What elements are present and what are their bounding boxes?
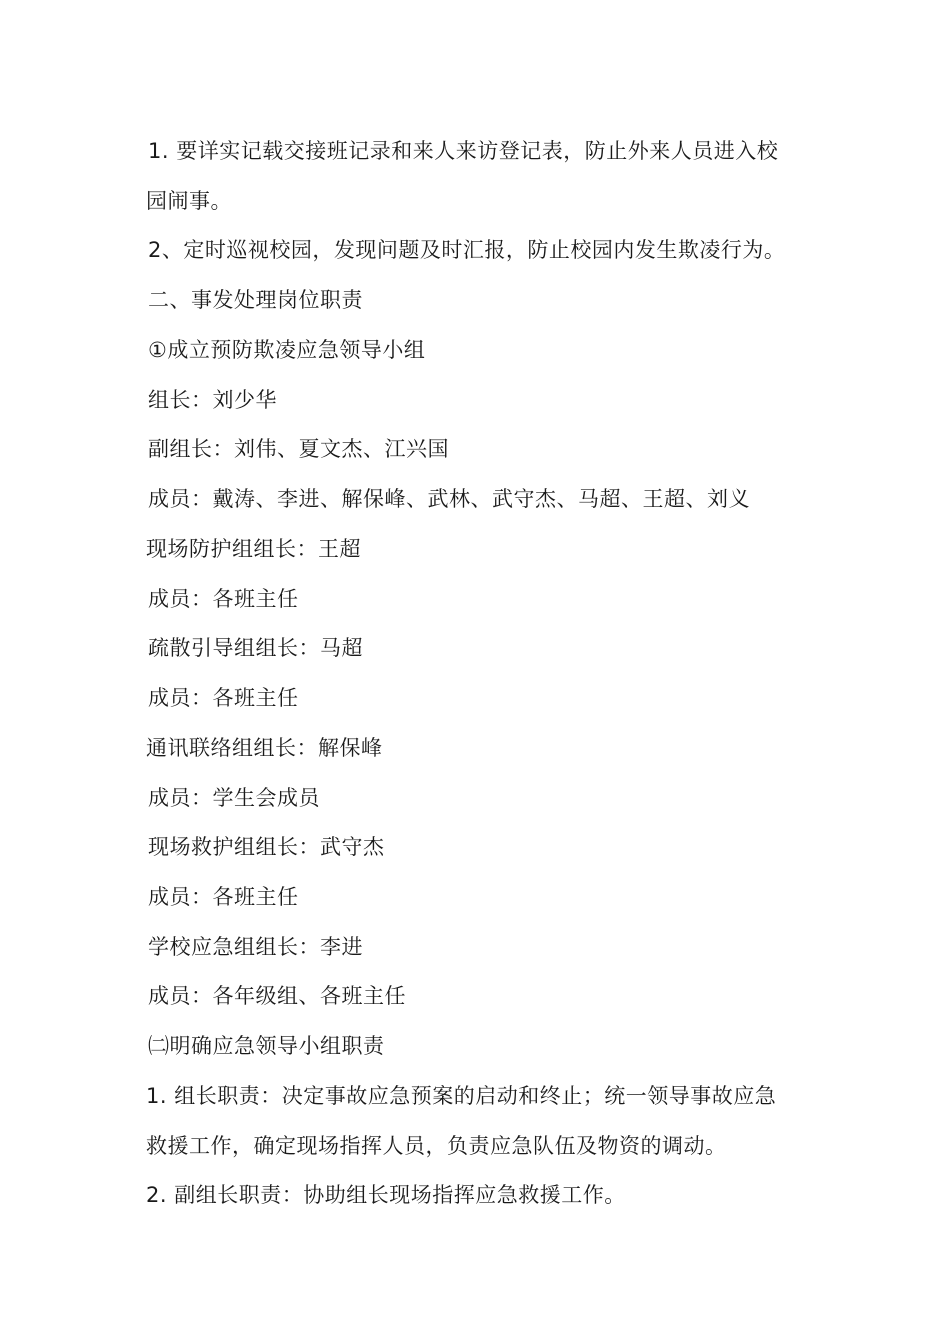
leader-duties-line-2: 救援工作，确定现场指挥人员，负责应急队伍及物资的调动。: [146, 1134, 727, 1158]
communication-team-leader-line: 通讯联络组组长：解保峰: [146, 736, 383, 760]
communication-team-members-line: 成员：学生会成员: [148, 786, 320, 810]
group-leader-line: 组长：刘少华: [148, 388, 277, 412]
paragraph-line-2: 园闹事。: [146, 189, 232, 213]
duties-heading: ㈡明确应急领导小组职责: [148, 1034, 385, 1058]
evacuation-team-leader-line: 疏散引导组组长：马超: [148, 636, 363, 660]
school-emergency-team-leader-line: 学校应急组组长：李进: [148, 935, 363, 959]
evacuation-team-members-line: 成员：各班主任: [148, 686, 299, 710]
rescue-team-leader-line: 现场救护组组长：武守杰: [148, 835, 385, 859]
school-emergency-team-members-line: 成员：各年级组、各班主任: [148, 984, 406, 1008]
members-line: 成员：戴涛、李进、解保峰、武林、武守杰、马超、王超、刘义: [148, 487, 750, 511]
leader-duties-line-1: 1. 组长职责：决定事故应急预案的启动和终止；统一领导事故应急: [146, 1084, 777, 1108]
paragraph-line-1: 1. 要详实记载交接班记录和来人来访登记表，防止外来人员进入校: [148, 139, 779, 163]
deputy-duties-line: 2. 副组长职责：协助组长现场指挥应急救援工作。: [146, 1183, 626, 1207]
section-heading: 二、事发处理岗位职责: [148, 288, 363, 312]
rescue-team-members-line: 成员：各班主任: [148, 885, 299, 909]
deputy-leader-line: 副组长：刘伟、夏文杰、江兴国: [148, 437, 449, 461]
protection-team-leader-line: 现场防护组组长：王超: [146, 537, 361, 561]
subsection-heading: ①成立预防欺凌应急领导小组: [148, 338, 426, 362]
protection-team-members-line: 成员：各班主任: [148, 587, 299, 611]
paragraph-line-3: 2、定时巡视校园，发现问题及时汇报，防止校园内发生欺凌行为。: [148, 238, 786, 262]
